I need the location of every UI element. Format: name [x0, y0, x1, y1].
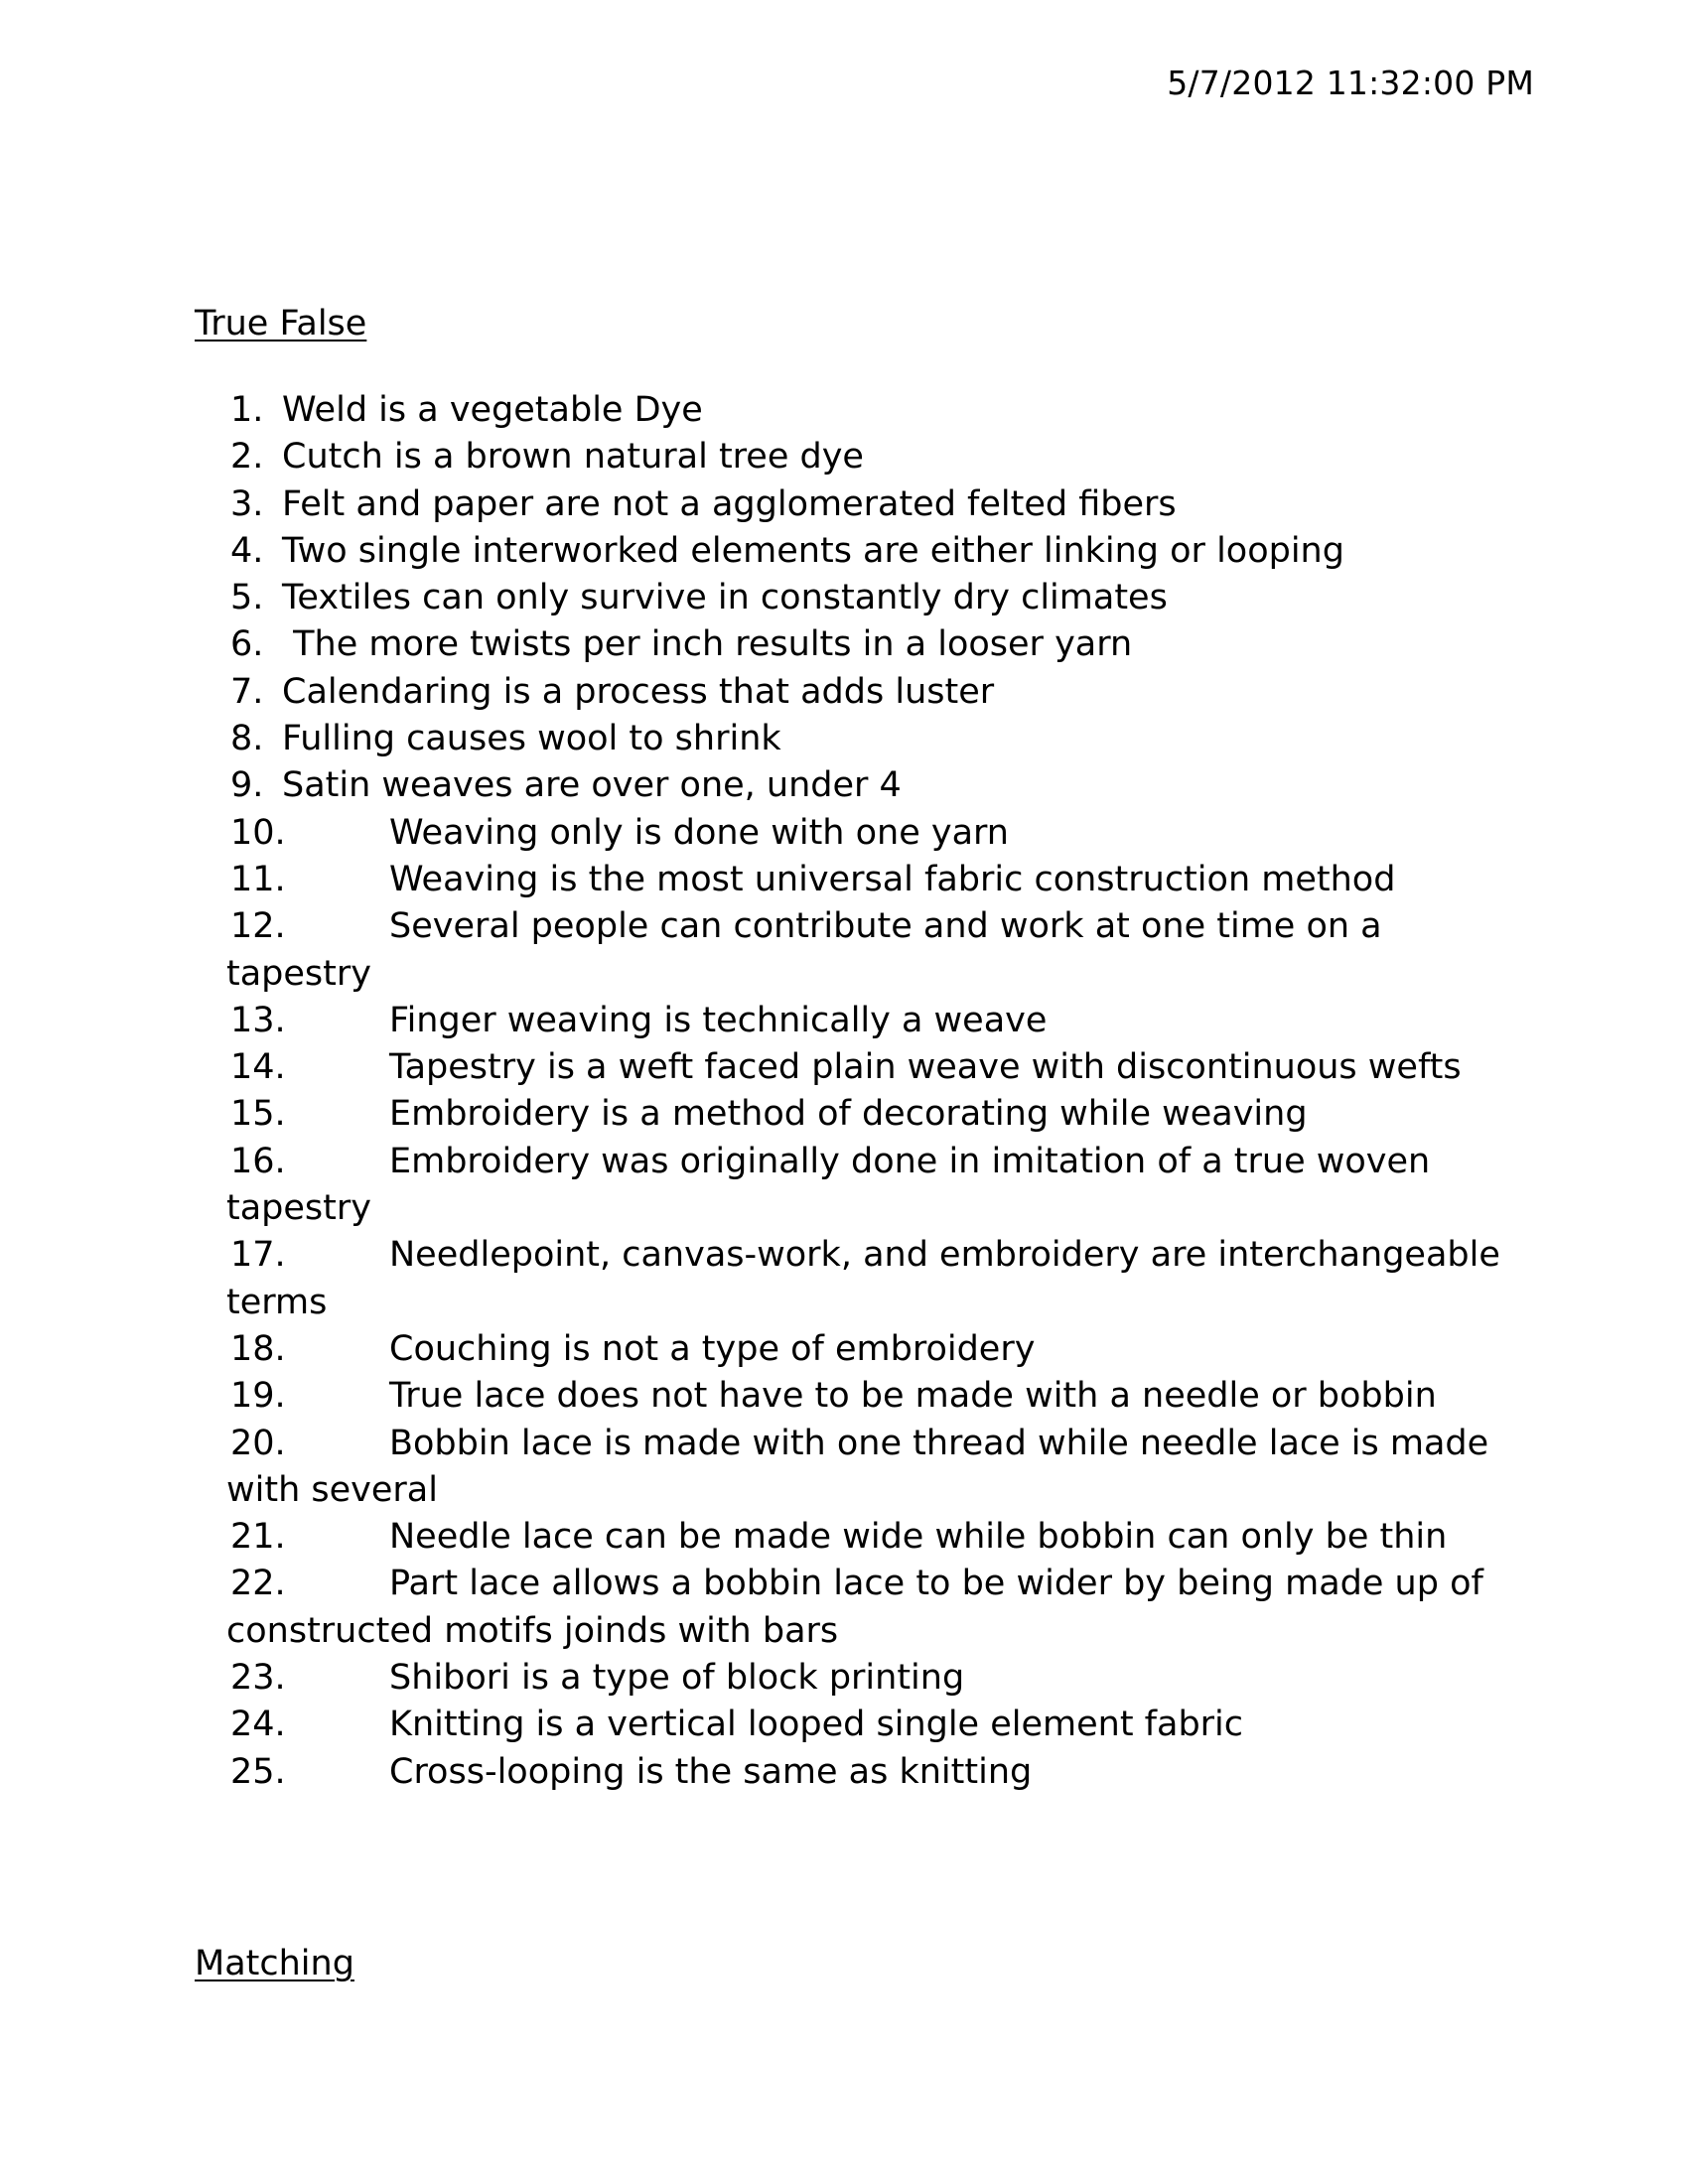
list-item [0, 1749, 1688, 1796]
list-item [0, 1139, 1688, 1233]
list-item-text: Finger weaving is technically a weave [389, 1000, 1048, 1040]
list-item-line [0, 762, 1688, 809]
list-item-line [0, 998, 1688, 1044]
list-item-number: 11. [230, 859, 286, 899]
list-item-text: Felt and paper are not a agglomerated felted fibers [282, 483, 1177, 524]
list-item-text: True lace does not have to be made with a needle or bobbin [389, 1376, 1437, 1417]
list-item-continuation: tapestry [226, 1188, 371, 1229]
list-item-text: The more twists per inch results in a looser yarn [282, 624, 1133, 665]
list-item-number: 10. [230, 812, 286, 853]
list-item-line [0, 621, 1688, 668]
list-item-number: 25. [230, 1751, 286, 1792]
list-item [0, 1373, 1688, 1420]
list-item-number: 15. [230, 1094, 286, 1135]
list-item-number: 21. [230, 1517, 286, 1558]
list-item [0, 621, 1688, 668]
list-item-line [0, 1421, 1688, 1467]
list-item-number: 9. [230, 765, 264, 806]
list-item-text: Cross-looping is the same as knitting [389, 1751, 1033, 1792]
list-item-text: Weaving only is done with one yarn [389, 812, 1009, 853]
list-item-text: Calendaring is a process that adds luster [282, 671, 995, 712]
list-item-text: Needlepoint, canvas-work, and embroidery are interchangeable [389, 1235, 1500, 1276]
list-item-line [0, 810, 1688, 857]
list-item-line [0, 1749, 1688, 1796]
list-item-text: Bobbin lace is made with one thread while needle lace is made [389, 1423, 1489, 1463]
list-item [0, 716, 1688, 762]
list-item-line [0, 1514, 1688, 1561]
list-item-text: Textiles can only survive in constantly dry climates [282, 578, 1168, 618]
list-item-line [0, 528, 1688, 575]
list-item-text: Embroidery was originally done in imitation of a true woven [389, 1141, 1431, 1181]
list-item [0, 575, 1688, 621]
list-item-number: 13. [230, 1000, 286, 1040]
list-item-number: 16. [230, 1141, 286, 1181]
list-item [0, 998, 1688, 1044]
list-item-continuation: tapestry [226, 953, 371, 994]
list-item-line [0, 903, 1688, 950]
list-item-number: 1. [230, 390, 264, 430]
list-item [0, 1421, 1688, 1515]
list-item [0, 1702, 1688, 1748]
list-item-text: Knitting is a vertical looped single element fabric [389, 1705, 1244, 1745]
list-item [0, 1514, 1688, 1561]
list-item-text: Weld is a vegetable Dye [282, 390, 703, 430]
list-item-line [0, 434, 1688, 480]
list-item-text: Two single interworked elements are either linking or looping [282, 530, 1344, 571]
list-item-line [0, 1373, 1688, 1420]
list-item-text: Needle lace can be made wide while bobbin can only be thin [389, 1517, 1448, 1558]
list-item [0, 1655, 1688, 1702]
list-item-number: 24. [230, 1705, 286, 1745]
list-item-text: Shibori is a type of block printing [389, 1658, 965, 1699]
list-item-line [0, 1655, 1688, 1702]
list-item-line [0, 1139, 1688, 1185]
list-item [0, 1561, 1688, 1655]
list-item-number: 20. [230, 1423, 286, 1463]
list-item-continuation: terms [226, 1282, 328, 1322]
list-item-line [0, 1702, 1688, 1748]
list-item-number: 17. [230, 1235, 286, 1276]
section-heading-matching: Matching [195, 1944, 354, 1983]
list-item [0, 669, 1688, 716]
list-item-number: 5. [230, 578, 264, 618]
list-item-number: 19. [230, 1376, 286, 1417]
list-item-number: 8. [230, 719, 264, 759]
list-item [0, 387, 1688, 434]
list-item-number: 3. [230, 483, 264, 524]
document-timestamp: 5/7/2012 11:32:00 PM [1167, 64, 1534, 102]
list-item-line [0, 575, 1688, 621]
list-item-number: 2. [230, 437, 264, 478]
list-item-text: Several people can contribute and work at one time on a [389, 906, 1382, 947]
list-item-line [0, 1561, 1688, 1607]
list-item-text: Fulling causes wool to shrink [282, 719, 781, 759]
list-item-number: 22. [230, 1564, 286, 1604]
list-item-line [0, 669, 1688, 716]
list-item [0, 1091, 1688, 1138]
list-item [0, 903, 1688, 998]
list-item-line [0, 1044, 1688, 1091]
list-item-line [0, 481, 1688, 528]
list-item-text: Embroidery is a method of decorating while weaving [389, 1094, 1308, 1135]
list-item-line [0, 857, 1688, 903]
list-item-number: 12. [230, 906, 286, 947]
list-item-number: 14. [230, 1047, 286, 1088]
list-item-text: Cutch is a brown natural tree dye [282, 437, 864, 478]
list-item-line [0, 716, 1688, 762]
list-item-line [0, 1091, 1688, 1138]
list-item-number: 7. [230, 671, 264, 712]
list-item-number: 23. [230, 1658, 286, 1699]
list-item [0, 810, 1688, 857]
list-item-continuation: constructed motifs joinds with bars [226, 1610, 839, 1651]
list-item-line [0, 387, 1688, 434]
list-item-number: 18. [230, 1328, 286, 1369]
list-item [0, 762, 1688, 809]
list-item-continuation: with several [226, 1469, 438, 1510]
list-item [0, 434, 1688, 480]
list-item [0, 481, 1688, 528]
list-item-text: Part lace allows a bobbin lace to be wider by being made up of [389, 1564, 1483, 1604]
list-item [0, 1044, 1688, 1091]
list-item-line [0, 1326, 1688, 1373]
section-heading-true-false: True False [195, 304, 367, 343]
list-item-text: Tapestry is a weft faced plain weave with discontinuous wefts [389, 1047, 1462, 1088]
list-item [0, 857, 1688, 903]
true-false-question-list [0, 387, 1688, 1796]
list-item-text: Satin weaves are over one, under 4 [282, 765, 902, 806]
list-item-number: 6. [230, 624, 264, 665]
list-item-text: Weaving is the most universal fabric construction method [389, 859, 1396, 899]
list-item-number: 4. [230, 530, 264, 571]
list-item [0, 528, 1688, 575]
list-item-line [0, 1232, 1688, 1279]
list-item [0, 1232, 1688, 1326]
list-item-text: Couching is not a type of embroidery [389, 1328, 1036, 1369]
list-item [0, 1326, 1688, 1373]
